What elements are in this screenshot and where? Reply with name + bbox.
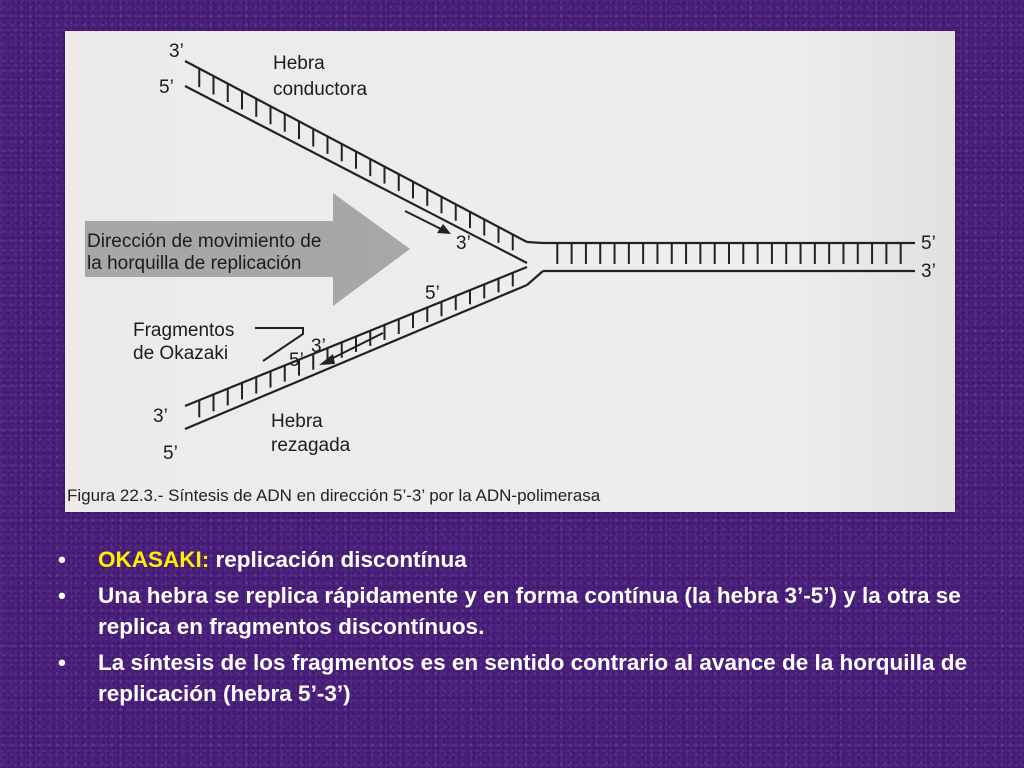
right-5-prime-label: 5’ (921, 233, 936, 254)
top-3-prime-label: 3’ (169, 41, 184, 62)
direction-label-1: Dirección de movimiento de (87, 231, 322, 252)
bullet-item-fragments (58, 647, 978, 709)
bullet-text: La síntesis de los fragmentos es en sentido contrario al avance de la horquilla de replicación (hebra 5’-3’) (98, 650, 968, 706)
bullet-keyword: OKASAKI: (98, 547, 210, 572)
parental-duplex (527, 242, 915, 285)
lagging-end-5-prime-label: 5’ (425, 283, 440, 304)
bullet-text: replicación discontínua (209, 547, 467, 572)
top-5-prime-label: 5’ (159, 77, 174, 98)
okazaki-label-1: Fragmentos (133, 320, 235, 341)
bottom-5-prime-label: 5’ (163, 443, 178, 464)
right-3-prime-label: 3’ (921, 261, 936, 282)
hebra-conductora-label-2: conductora (273, 79, 368, 100)
replication-fork-diagram (65, 31, 955, 512)
figure-caption: Figura 22.3.- Síntesis de ADN en dirección 5’-3’ por la ADN-polimerasa (67, 486, 601, 505)
hebra-rezagada-label-1: Hebra (271, 411, 323, 432)
okazaki-label-2: de Okazaki (133, 343, 229, 364)
okazaki-5-prime-label: 5’ (289, 350, 304, 371)
lagging-strand-arm (185, 267, 527, 429)
bullet-dot: • (58, 583, 66, 608)
hebra-rezagada-label-2: rezagada (271, 435, 351, 456)
bullet-dot: • (58, 547, 66, 572)
bullet-text: Una hebra se replica rápidamente y en forma contínua (la hebra 3’-5’) y la otra se replica en fragmentos discontínuos. (98, 583, 961, 639)
leading-end-3-prime-label: 3’ (456, 233, 471, 254)
bullet-item-leading (58, 580, 978, 642)
hebra-conductora-label-1: Hebra (273, 53, 325, 74)
bullet-dot: • (58, 650, 66, 675)
bottom-3-prime-label: 3’ (153, 406, 168, 427)
leading-synthesis-arrow (405, 211, 451, 234)
direction-label-2: la horquilla de replicación (87, 253, 302, 274)
bullet-item-okasaki (58, 544, 978, 575)
figure-panel (65, 31, 955, 512)
bullet-list (58, 544, 978, 714)
okazaki-3-prime-label: 3’ (311, 336, 326, 357)
